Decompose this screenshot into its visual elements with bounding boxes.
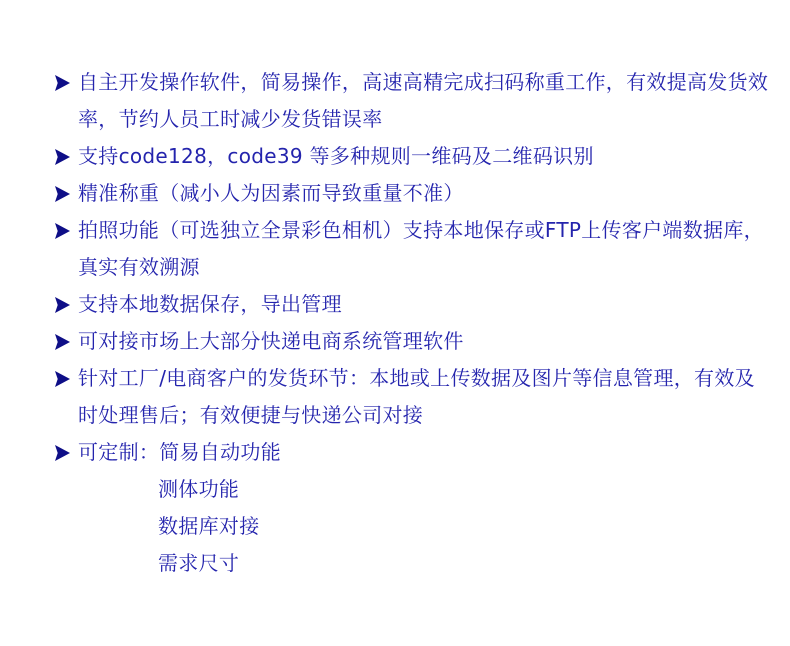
feature-text [78,175,464,212]
feature-text [78,64,768,138]
feature-text-line: 自主开发操作软件，简易操作，高速高精完成扫码称重工作，有效提高发货效 [78,70,769,94]
feature-item [55,138,770,175]
arrow-bullet-icon [55,371,70,387]
feature-text-line: 精准称重（减小人为因素而导致重量不准） [78,181,464,205]
feature-text [78,323,464,360]
arrow-bullet-icon [55,149,70,165]
feature-text-line: 拍照功能（可选独立全景彩色相机）支持本地保存或FTP上传客户端数据库， [78,218,764,242]
feature-text-line: 支持本地数据保存，导出管理 [78,292,342,316]
arrow-bullet-icon [55,75,70,91]
feature-text [78,360,755,434]
feature-text [78,434,281,582]
feature-item [55,286,770,323]
feature-item [55,323,770,360]
feature-text-line: 时处理售后；有效便捷与快递公司对接 [78,403,424,427]
feature-item [55,360,770,434]
feature-subline: 测体功能 [158,477,240,501]
feature-text-line: 真实有效溯源 [78,255,200,279]
feature-subline: 需求尺寸 [158,551,240,575]
feature-text-line: 率，节约人员工时减少发货错误率 [78,107,383,131]
feature-item [55,212,770,286]
feature-text-line: 可对接市场上大部分快递电商系统管理软件 [78,329,464,353]
arrow-bullet-icon [55,223,70,239]
arrow-bullet-icon [55,297,70,313]
feature-text [78,212,764,286]
feature-text-line: 支持code128，code39 等多种规则一维码及二维码识别 [78,144,594,168]
feature-item [55,64,770,138]
feature-text-line: 可定制：简易自动功能 [78,440,281,464]
feature-item [55,175,770,212]
feature-text-line: 针对工厂/电商客户的发货环节：本地或上传数据及图片等信息管理，有效及 [78,366,755,390]
feature-item-customizable [55,434,770,582]
arrow-bullet-icon [55,186,70,202]
arrow-bullet-icon [55,334,70,350]
feature-text [78,286,342,323]
arrow-bullet-icon [55,445,70,461]
feature-subline: 数据库对接 [158,514,260,538]
feature-text [78,138,594,175]
